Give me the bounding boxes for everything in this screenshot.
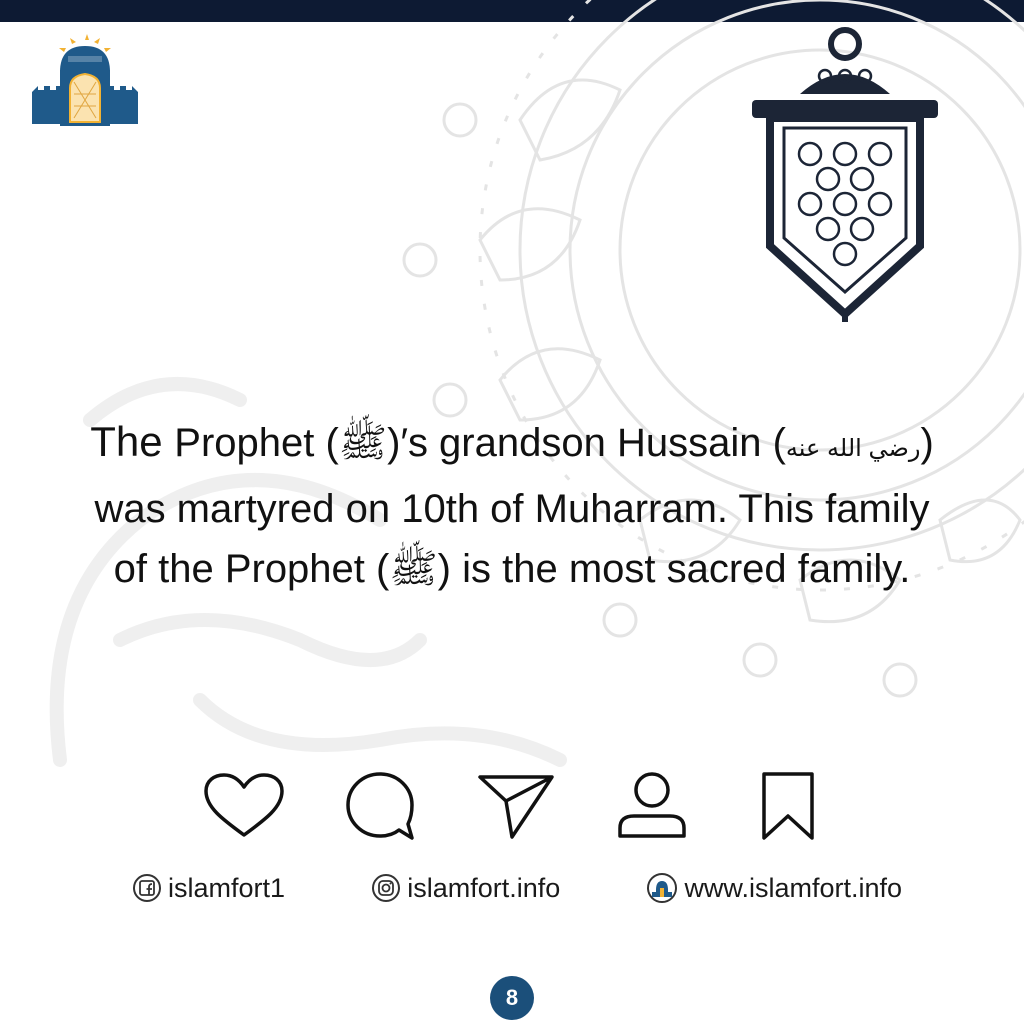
website-link[interactable]: [646, 872, 902, 904]
quote-part: The: [90, 418, 175, 465]
quote-part: ): [920, 421, 934, 465]
honorific: ﷺ: [389, 547, 438, 591]
website-url: www.islamfort.info: [684, 872, 902, 903]
heart-icon: [202, 771, 286, 841]
quote-part: Prophet (: [174, 421, 339, 465]
bookmark-icon: [758, 770, 818, 842]
quote-part: Prophet (: [224, 547, 390, 591]
comment-button[interactable]: [332, 764, 428, 848]
instagram-icon: [371, 873, 401, 903]
facebook-link[interactable]: [132, 873, 285, 904]
quote-part: ) is the most sacred family.: [437, 547, 911, 591]
post-actions: [196, 764, 836, 848]
instagram-handle: islamfort.info: [407, 872, 561, 903]
honorific: رضي الله عنه: [785, 435, 921, 462]
quote-part: Hussain (: [616, 421, 786, 465]
quote-line-1: [24, 412, 1000, 479]
quote-line-2: was martyred on 10th of Muharram. This family: [94, 487, 930, 531]
bookmark-button[interactable]: [740, 764, 836, 848]
social-links: [132, 866, 902, 910]
islamfort-logo: [28, 32, 142, 128]
facebook-handle: islamfort1: [168, 872, 286, 903]
website-logo-icon: [646, 872, 678, 904]
facebook-icon: [132, 873, 162, 903]
profile-button[interactable]: [604, 764, 700, 848]
quote-text: [24, 412, 1000, 599]
share-button[interactable]: [468, 764, 564, 848]
comment-icon: [342, 768, 418, 844]
quote-line-3: [24, 539, 1000, 599]
page-number-badge: 8: [490, 976, 534, 1020]
quote-part: of the: [113, 547, 225, 591]
profile-icon: [612, 770, 692, 842]
honorific: ﷺ: [338, 421, 388, 465]
lantern-illustration: [740, 24, 950, 324]
like-button[interactable]: [196, 764, 292, 848]
send-icon: [476, 771, 556, 841]
quote-part: )′s grandson: [387, 421, 617, 465]
instagram-link[interactable]: [371, 873, 560, 904]
